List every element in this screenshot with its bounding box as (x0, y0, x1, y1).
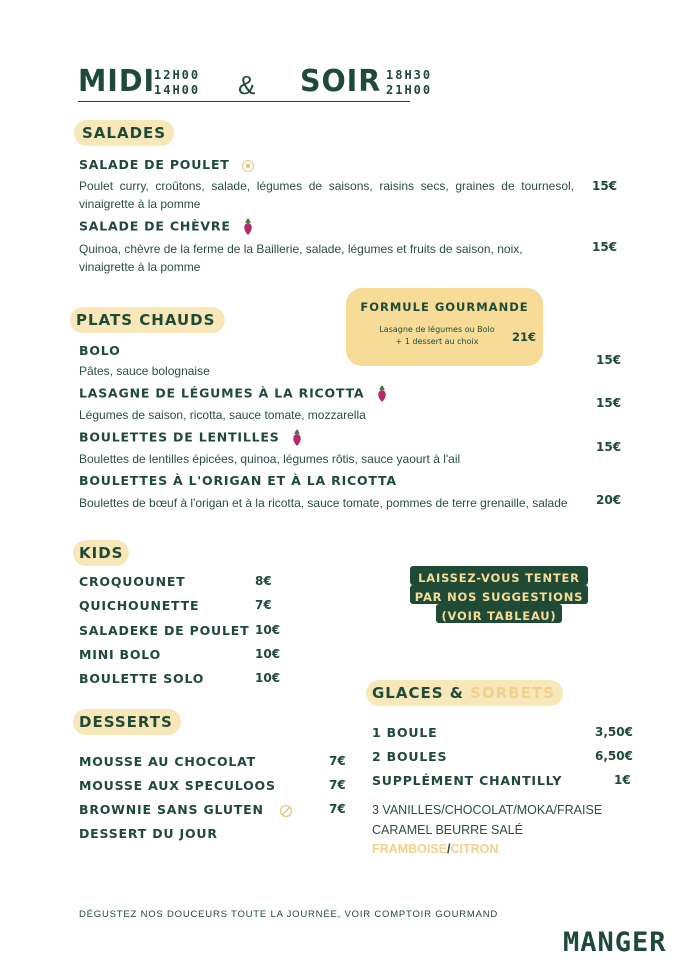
bolo-desc: Pâtes, sauce bolognaise (79, 364, 210, 378)
desserts-heading: DESSERTS (73, 709, 181, 735)
boulettes-lentilles-name: BOULETTES DE LENTILLES (79, 429, 280, 445)
suggestions-line3: (VOIR TABLEAU) (441, 609, 557, 623)
midi-hours (154, 68, 200, 98)
dessert-mousse-chocolat: MOUSSE AU CHOCOLAT (79, 754, 256, 769)
flavors-line2: CARAMEL BEURRE SALÉ (372, 822, 523, 837)
glace-2-boules-price: 6,50€ (595, 749, 633, 763)
suggestions-text (410, 569, 588, 626)
header-underline (78, 101, 410, 102)
glace-1-boule: 1 BOULE (372, 725, 438, 740)
soir-title: SOIR (300, 64, 382, 99)
lasagne-name: LASAGNE DE LÉGUMES À LA RICOTTA (79, 385, 365, 401)
salade-chevre-desc: Quinoa, chèvre de la ferme de la Baillerie, salade, légumes et fruits de saison, noix, vinaigrette à la pomme (79, 242, 523, 274)
dessert-mousse-chocolat-price: 7€ (329, 754, 346, 768)
salades-heading: SALADES (74, 120, 174, 146)
ampersand: & (238, 70, 256, 100)
salade-poulet-price: 15€ (592, 179, 618, 193)
supplement-chantilly-price: 1€ (614, 773, 631, 787)
salade-chevre-title (79, 218, 254, 236)
boulettes-lentilles-title (79, 429, 303, 447)
kids-heading: KIDS (73, 540, 129, 566)
suggestions-line2: PAR NOS SUGGESTIONS (414, 590, 584, 604)
salade-poulet-desc: Poulet curry, croûtons, salade, légumes de saisons, raisins secs, graines de tournesol, vinaigrette à la pomme (79, 179, 574, 211)
beet-icon (242, 218, 254, 236)
boulettes-lentilles-price: 15€ (596, 440, 622, 454)
halal-icon (241, 159, 255, 173)
midi-title: MIDI (78, 64, 156, 99)
dessert-brownie-name: BROWNIE SANS GLUTEN (79, 802, 264, 817)
dessert-mousse-speculoos: MOUSSE AUX SPECULOOS (79, 778, 276, 793)
kids-price-boulette-solo: 10€ (255, 671, 281, 685)
soir-hours (386, 68, 432, 98)
soir-end-time: 21H00 (386, 83, 433, 97)
suggestions-badge (410, 566, 588, 624)
formule-line2: + 1 dessert au choix (395, 337, 479, 346)
flavors-line1: 3 VANILLES/CHOCOLAT/MOKA/FRAISE (372, 803, 603, 817)
glaces-flavors (372, 801, 602, 860)
formule-box (346, 288, 543, 366)
suggestions-line1: LAISSEZ-VOUS TENTER (418, 571, 580, 585)
beet-icon (376, 385, 388, 403)
dessert-brownie (79, 802, 293, 818)
kids-item-mini-bolo: MINI BOLO (79, 647, 162, 662)
kids-item-quichounette: QUICHOUNETTE (79, 598, 200, 613)
midi-end-time: 14H00 (154, 83, 201, 97)
kids-price-quichounette: 7€ (255, 598, 272, 612)
flavor-separator: / (447, 842, 451, 856)
supplement-chantilly: SUPPLÉMENT CHANTILLY (372, 773, 563, 788)
boulettes-origan-title: BOULETTES À L'ORIGAN ET À LA RICOTTA (79, 473, 397, 488)
kids-price-saladeke: 10€ (255, 623, 281, 637)
formule-line1: Lasagne de légumes ou Bolo (379, 325, 495, 334)
kids-price-croquounet: 8€ (255, 574, 272, 588)
plats-chauds-heading: PLATS CHAUDS (70, 307, 225, 333)
boulettes-lentilles-desc: Boulettes de lentilles épicées, quinoa, légumes rôtis, sauce yaourt à l'ail (79, 452, 461, 466)
dessert-mousse-speculoos-price: 7€ (329, 778, 346, 792)
glace-2-boules: 2 BOULES (372, 749, 448, 764)
glace-1-boule-price: 3,50€ (595, 725, 633, 739)
kids-item-croquounet: CROQUOUNET (79, 574, 186, 589)
formule-price: 21€ (512, 330, 537, 344)
salade-chevre-name: SALADE DE CHÈVRE (79, 218, 231, 234)
glaces-heading-a: GLACES & (372, 684, 464, 702)
glaces-heading (366, 680, 563, 706)
boulettes-origan-price: 20€ (596, 493, 622, 507)
formule-title: FORMULE GOURMANDE (360, 300, 529, 314)
kids-price-mini-bolo: 10€ (255, 647, 281, 661)
boulettes-origan-desc: Boulettes de bœuf à l'origan et à la ricotta, sauce tomate, pommes de terre grenaille, salade (79, 496, 568, 510)
lasagne-price: 15€ (596, 396, 622, 410)
salade-poulet-title (79, 157, 255, 173)
flavor-citron: CITRON (450, 842, 499, 856)
dessert-brownie-price: 7€ (329, 802, 346, 816)
soir-start-time: 18H30 (386, 68, 433, 82)
dessert-du-jour: DESSERT DU JOUR (79, 826, 218, 841)
beet-icon (291, 429, 303, 447)
bolo-title: BOLO (79, 343, 121, 358)
kids-item-boulette-solo: BOULETTE SOLO (79, 671, 205, 686)
glaces-heading-b: SORBETS (470, 684, 555, 702)
formule-desc (364, 324, 510, 348)
flavor-framboise: FRAMBOISE (372, 842, 447, 856)
midi-start-time: 12H00 (154, 68, 201, 82)
kids-item-saladeke: SALADEKE DE POULET (79, 623, 250, 638)
footer-note: DÉGUSTEZ NOS DOUCEURS TOUTE LA JOURNÉE, VOIR COMPTOIR GOURMAND (79, 909, 499, 920)
flavors-line3 (372, 840, 602, 860)
bolo-price: 15€ (596, 353, 622, 367)
salade-chevre-price: 15€ (592, 240, 618, 254)
brand-logo: MANGER (563, 927, 667, 958)
gluten-free-icon (279, 804, 293, 818)
lasagne-desc: Légumes de saison, ricotta, sauce tomate, mozzarella (79, 408, 366, 422)
salade-poulet-name: SALADE DE POULET (79, 157, 230, 172)
lasagne-title (79, 385, 388, 403)
